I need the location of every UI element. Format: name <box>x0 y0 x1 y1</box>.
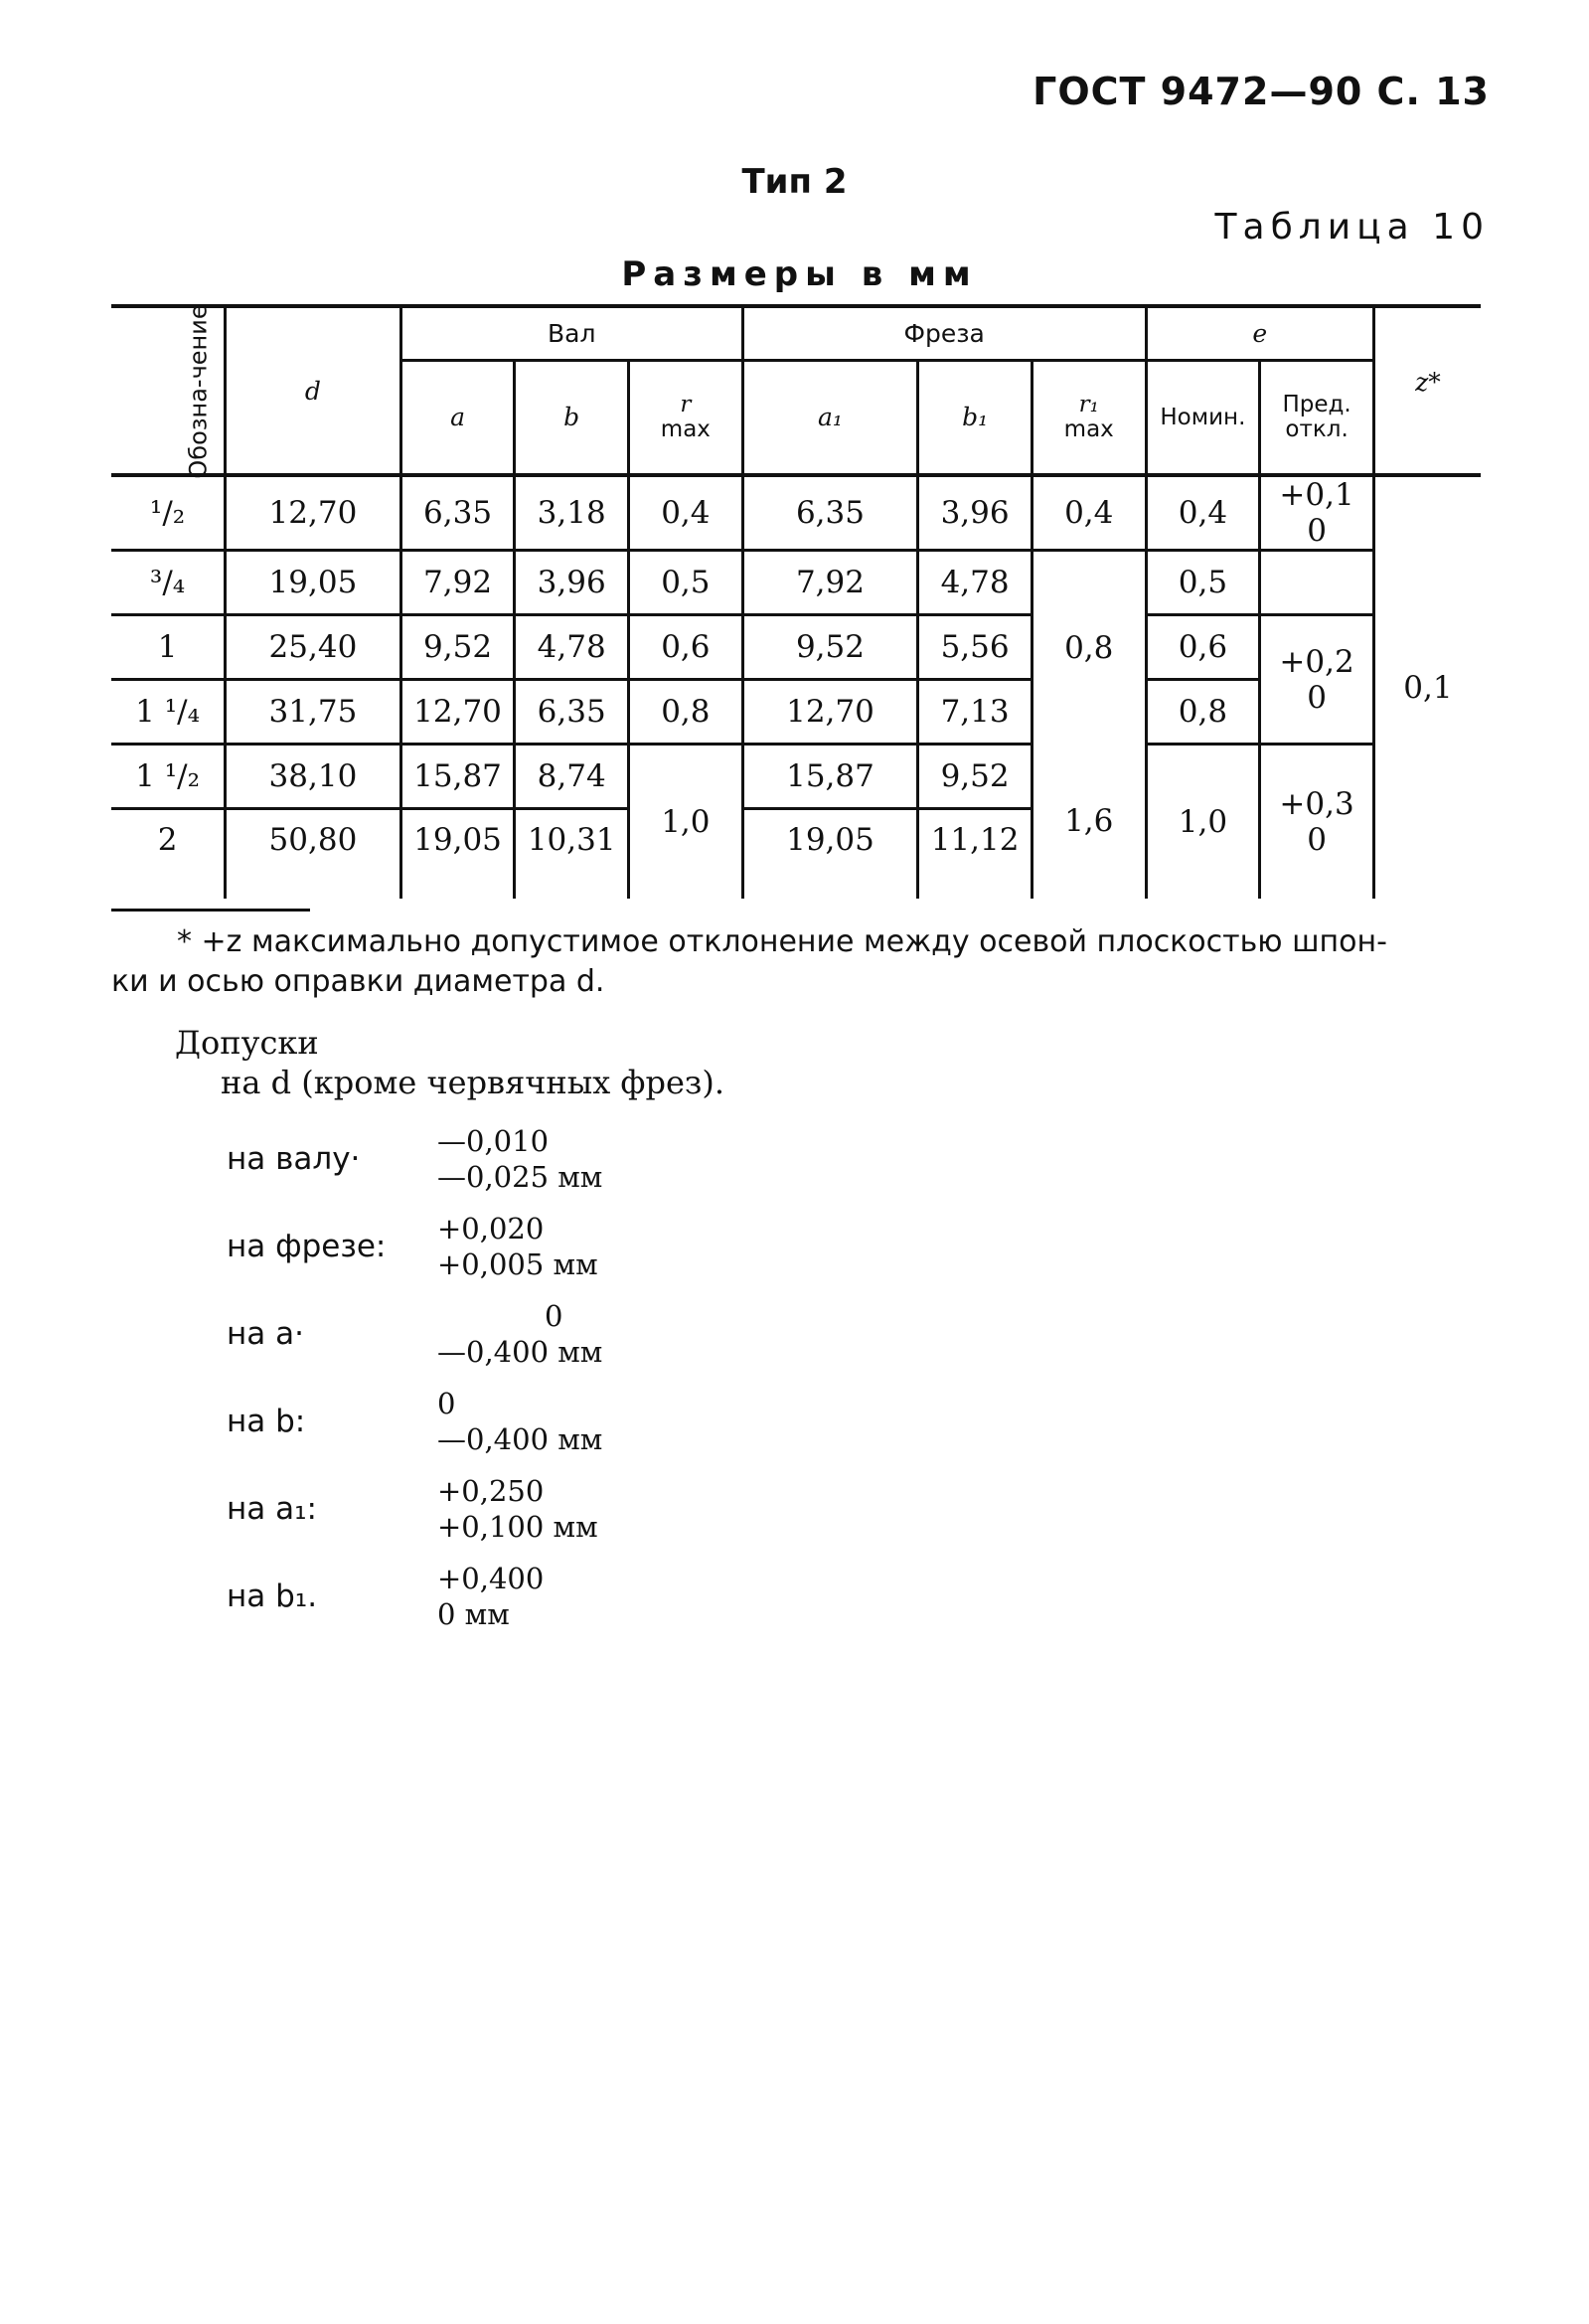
header-cutter: Фреза <box>742 306 1146 360</box>
table-row <box>111 551 1481 615</box>
cell-designation: 1 ¹/₄ <box>111 680 226 745</box>
cell-d: 31,75 <box>226 680 401 745</box>
table-row <box>111 745 1481 809</box>
tolerances-heading: Допуски <box>175 1024 319 1062</box>
header-e: e <box>1146 306 1373 360</box>
cell-a: 7,92 <box>400 551 515 615</box>
cell-b: 10,31 <box>515 809 629 899</box>
header-d: d <box>226 306 401 475</box>
cell-e-deviation: +0,1 0 <box>1260 475 1374 551</box>
header-designation: Обозна-чение <box>111 306 226 475</box>
cell-b1: 3,96 <box>918 475 1033 551</box>
header-deviation: Пред. откл. <box>1260 360 1374 475</box>
cell-a1: 6,35 <box>742 475 918 551</box>
cell-e-deviation: +0,2 0 <box>1260 615 1374 745</box>
cell-b1: 5,56 <box>918 615 1033 680</box>
table-number: Таблица 10 <box>1214 207 1490 248</box>
header-a1: a₁ <box>742 360 918 475</box>
cell-r: 1,0 <box>629 745 743 899</box>
cell-d: 19,05 <box>226 551 401 615</box>
tolerance-value: 0 —0,400 мм <box>437 1387 603 1456</box>
tolerance-label: на a₁: <box>227 1491 317 1527</box>
header-shaft: Вал <box>400 306 742 360</box>
header-r-max: r max <box>629 360 743 475</box>
tolerance-label: на b₁. <box>227 1578 318 1614</box>
cell-a1: 7,92 <box>742 551 918 615</box>
footnote-divider <box>111 909 310 912</box>
cell-r: 0,6 <box>629 615 743 680</box>
cell-e-deviation <box>1260 551 1374 615</box>
units-caption: Размеры в мм <box>621 254 978 294</box>
cell-d: 25,40 <box>226 615 401 680</box>
table-row <box>111 475 1481 551</box>
tolerances-subheading: на d (кроме червячных фрез). <box>221 1064 724 1101</box>
cell-b1: 11,12 <box>918 809 1033 899</box>
cell-a1: 9,52 <box>742 615 918 680</box>
cell-a1: 15,87 <box>742 745 918 809</box>
cell-d: 12,70 <box>226 475 401 551</box>
footnote-line-2: ки и осью оправки диаметра d. <box>111 964 605 999</box>
cell-r1: 0,4 <box>1032 475 1146 551</box>
cell-a: 19,05 <box>400 809 515 899</box>
cell-b: 4,78 <box>515 615 629 680</box>
tolerance-label: на a· <box>227 1316 304 1352</box>
table-row <box>111 615 1481 680</box>
cell-e-nominal: 0,8 <box>1146 680 1260 745</box>
cell-a: 9,52 <box>400 615 515 680</box>
cell-a: 12,70 <box>400 680 515 745</box>
cell-designation: ¹/₂ <box>111 475 226 551</box>
cell-e-deviation: +0,3 0 <box>1260 745 1374 899</box>
tolerance-value: +0,250 +0,100 мм <box>437 1474 598 1544</box>
tolerance-label: на фрезе: <box>227 1229 387 1264</box>
cell-b: 6,35 <box>515 680 629 745</box>
header-nominal: Номин. <box>1146 360 1260 475</box>
tolerance-value: +0,400 0 мм <box>437 1562 545 1631</box>
cell-b1: 9,52 <box>918 745 1033 809</box>
cell-a1: 12,70 <box>742 680 918 745</box>
cell-designation: 1 <box>111 615 226 680</box>
cell-d: 38,10 <box>226 745 401 809</box>
header-r1-max: r₁ max <box>1032 360 1146 475</box>
page-header: ГОСТ 9472—90 С. 13 <box>1033 70 1490 113</box>
header-z: z* <box>1373 306 1481 475</box>
cell-b: 3,96 <box>515 551 629 615</box>
tolerance-value: —0,010 —0,025 мм <box>437 1124 603 1194</box>
tolerance-value: 0 —0,400 мм <box>437 1299 603 1369</box>
header-a: a <box>400 360 515 475</box>
cell-designation: 1 ¹/₂ <box>111 745 226 809</box>
footnote-line-1: * +z максимально допустимое отклонение между осевой плоскостью шпон- <box>177 924 1387 959</box>
footnote <box>111 922 1481 1002</box>
cell-b: 3,18 <box>515 475 629 551</box>
cell-z: 0,1 <box>1373 475 1481 899</box>
cell-designation: ³/₄ <box>111 551 226 615</box>
cell-a: 6,35 <box>400 475 515 551</box>
cell-r: 0,4 <box>629 475 743 551</box>
cell-b1: 7,13 <box>918 680 1033 745</box>
cell-e-nominal: 1,0 <box>1146 745 1260 899</box>
cell-designation: 2 <box>157 822 178 858</box>
dimensions-table <box>111 304 1481 899</box>
cell-e-nominal: 0,5 <box>1146 551 1260 615</box>
cell-r1: 0,8 <box>1032 551 1146 745</box>
cell-r1: 1,6 <box>1032 745 1146 899</box>
cell-b1: 4,78 <box>918 551 1033 615</box>
header-b: b <box>515 360 629 475</box>
type-title: Тип 2 <box>741 162 848 202</box>
cell-r: 0,8 <box>629 680 743 745</box>
cell-e-nominal: 0,4 <box>1146 475 1260 551</box>
tolerance-value: +0,020 +0,005 мм <box>437 1212 598 1281</box>
tolerance-label: на b: <box>227 1404 306 1439</box>
cell-d: 50,80 <box>226 809 401 899</box>
tolerance-label: на валу· <box>227 1141 361 1177</box>
cell-a: 15,87 <box>400 745 515 809</box>
cell-e-nominal: 0,6 <box>1146 615 1260 680</box>
cell-r: 0,5 <box>629 551 743 615</box>
cell-a1: 19,05 <box>742 809 918 899</box>
cell-b: 8,74 <box>515 745 629 809</box>
header-b1: b₁ <box>918 360 1033 475</box>
